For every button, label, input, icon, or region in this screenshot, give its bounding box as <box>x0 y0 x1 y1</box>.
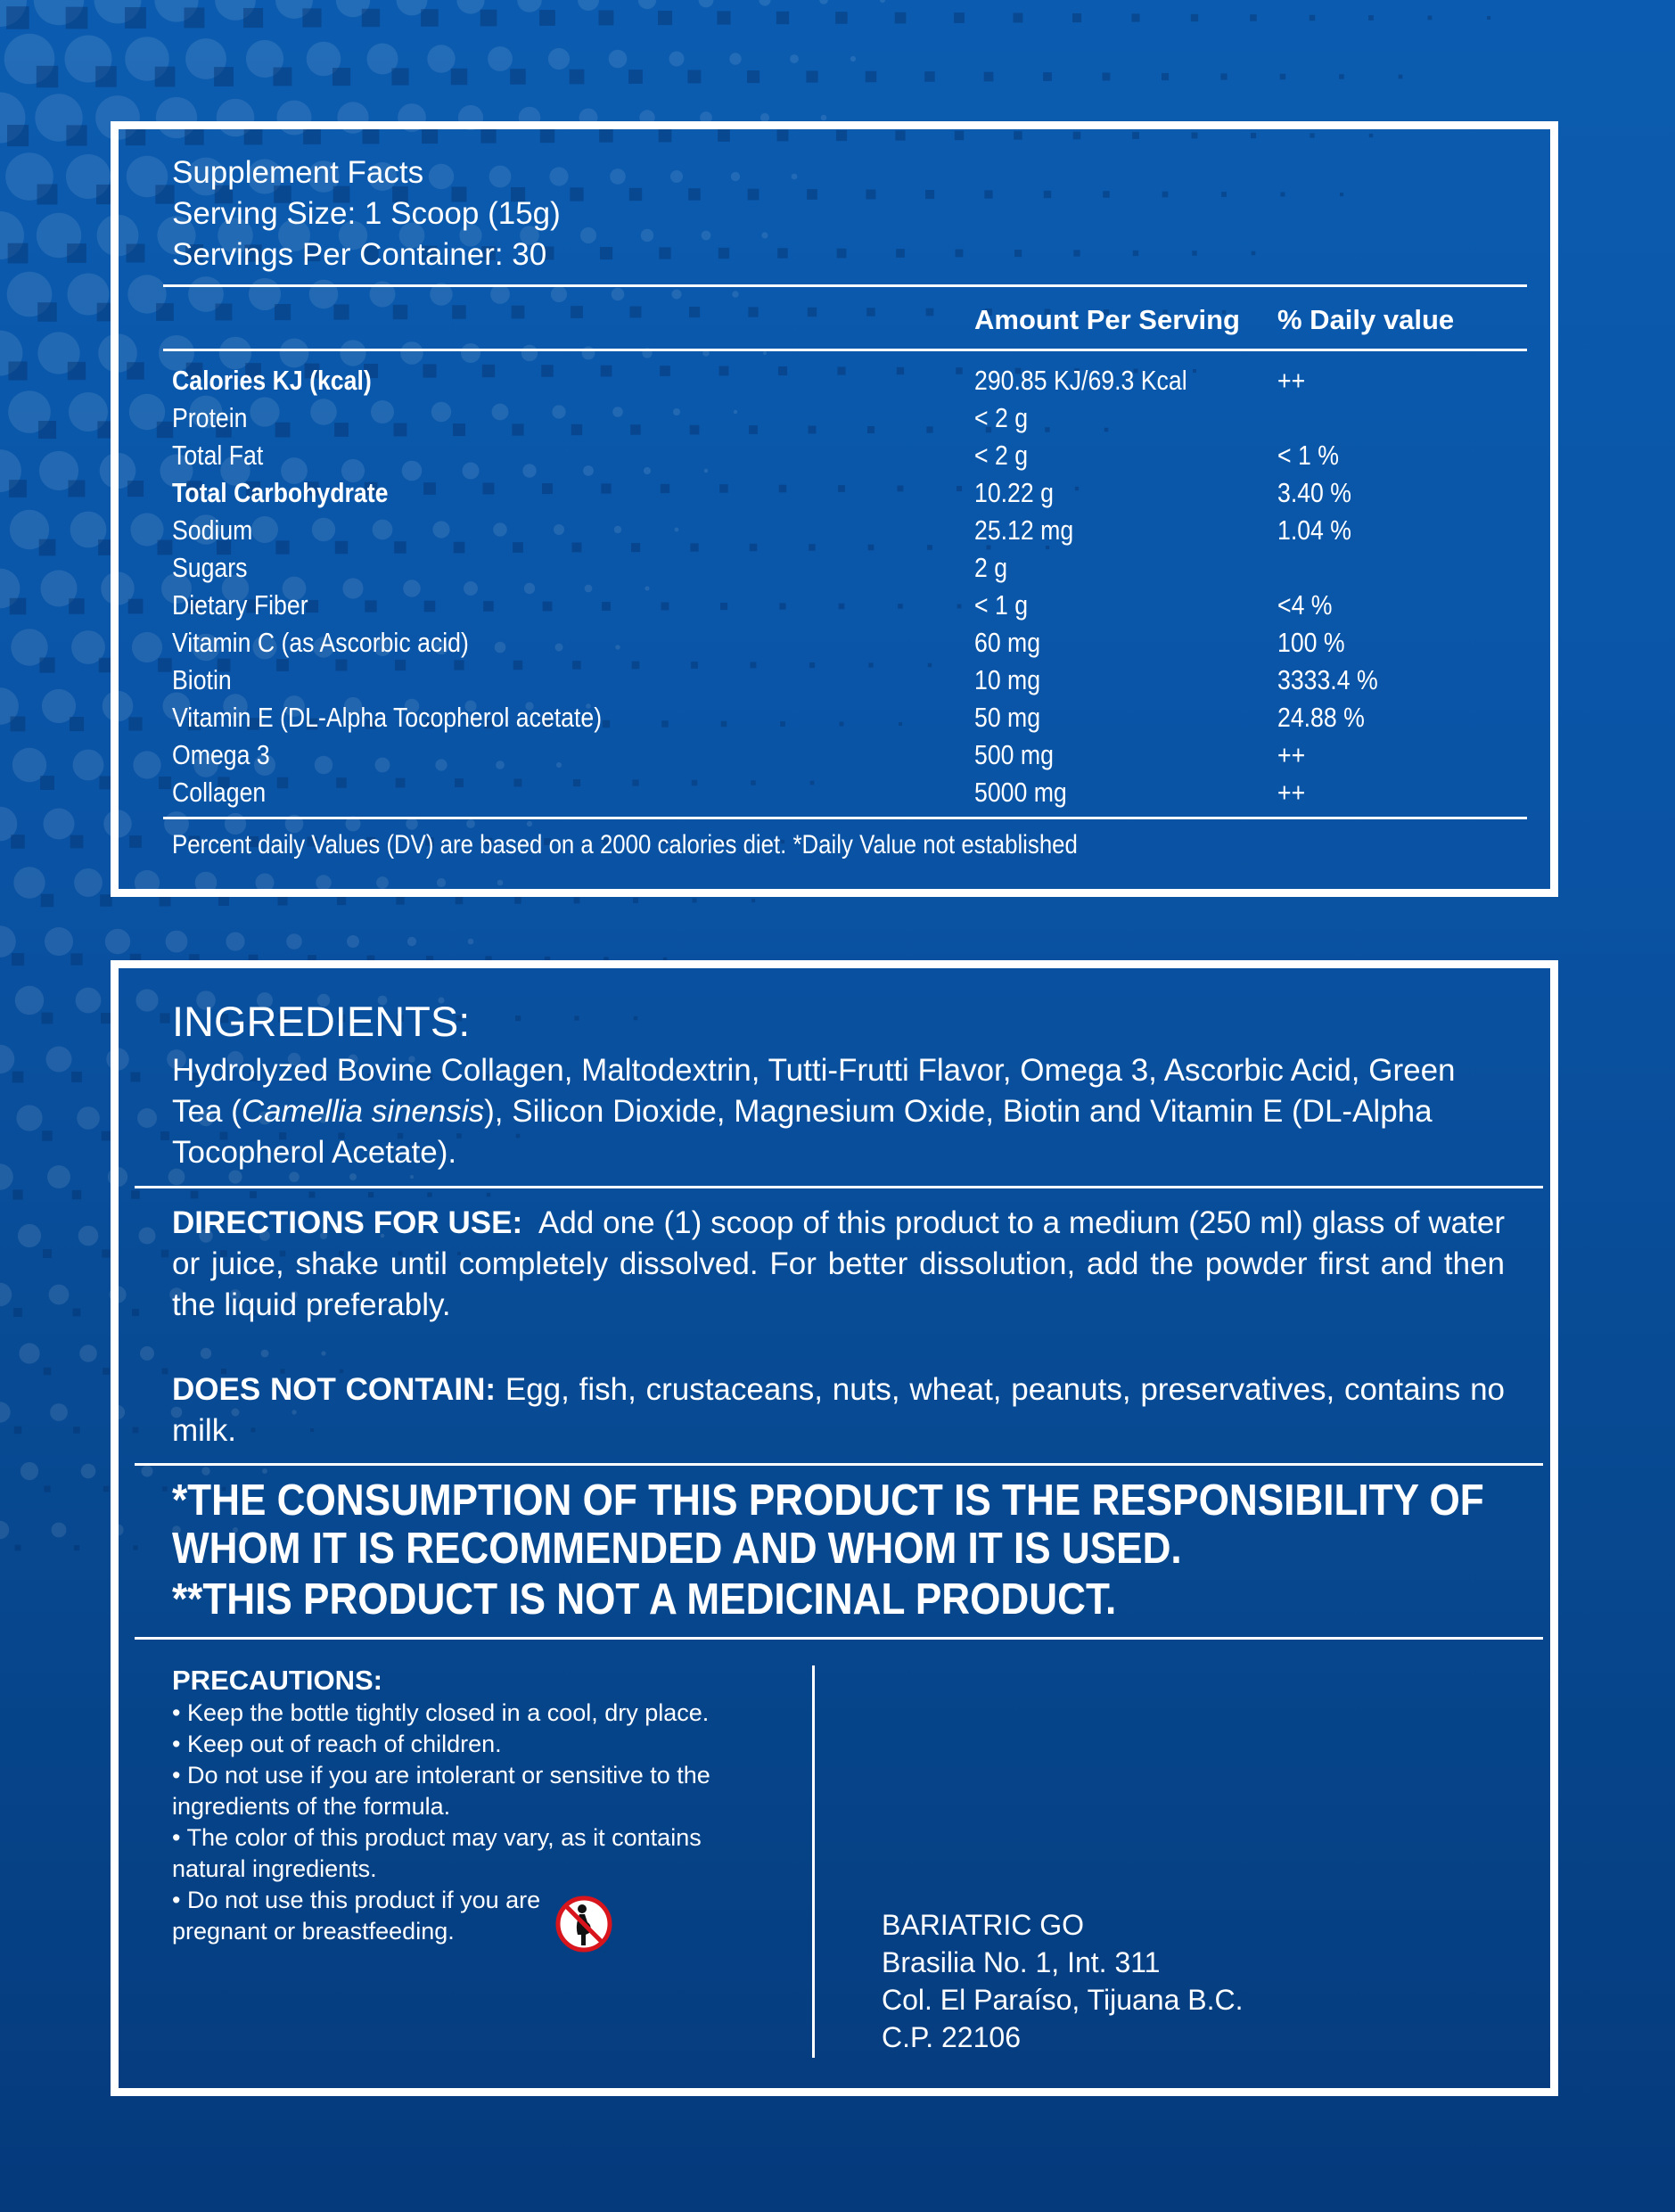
nutrient-row <box>119 627 1550 664</box>
nutrient-amount: < 2 g <box>974 402 1029 433</box>
divider <box>135 1463 1543 1466</box>
directions-body: Add one (1) scoop of this product to a medium (250 ml) glass of water or juice, shake until completely dissolved. For better dissolution, add the powder first and then the liquid preferably. <box>172 1205 1505 1322</box>
nutrient-name: Vitamin C (as Ascorbic acid) <box>172 627 469 658</box>
directions-text <box>172 1203 1505 1326</box>
responsibility-warning <box>172 1476 1484 1624</box>
nutrient-row <box>119 777 1550 814</box>
nutrient-amount: 50 mg <box>974 702 1041 733</box>
ingredients-part-1: Hydrolyzed Bovine Collagen, Maltodextrin, Tutti-Frutti Flavor, Omega 3, Ascorbic Acid, Green Tea ( <box>172 1053 1456 1129</box>
nutrient-name: Dietary Fiber <box>172 589 308 621</box>
nutrient-name: Protein <box>172 402 248 433</box>
nutrient-daily-value: 3333.4 % <box>1277 664 1378 695</box>
warning-line-3: **THIS PRODUCT IS NOT A MEDICINAL PRODUCT. <box>172 1575 1117 1624</box>
nutrient-row <box>119 440 1550 477</box>
nutrient-row <box>119 664 1550 702</box>
nutrient-row <box>119 739 1550 777</box>
warning-line-1: *THE CONSUMPTION OF THIS PRODUCT IS THE RESPONSIBILITY OF <box>172 1476 1484 1525</box>
precaution-item: • The color of this product may vary, as it contains natural ingredients. <box>172 1824 702 1882</box>
nutrient-daily-value: 1.04 % <box>1277 514 1352 546</box>
nutrient-name: Biotin <box>172 664 232 695</box>
nutrient-amount: 10 mg <box>974 664 1041 695</box>
precaution-item: • Keep the bottle tightly closed in a cool, dry place. <box>172 1699 710 1726</box>
nutrient-name: Sugars <box>172 552 248 583</box>
no-pregnancy-icon <box>555 1895 612 1953</box>
precautions <box>172 1664 814 1947</box>
info-panel <box>111 960 1558 2096</box>
nutrient-daily-value: 100 % <box>1277 627 1345 658</box>
precautions-title: PRECAUTIONS: <box>172 1665 382 1696</box>
col-amount-header: Amount Per Serving <box>974 304 1240 335</box>
nutrient-row <box>119 702 1550 739</box>
nutrient-daily-value: 24.88 % <box>1277 702 1365 733</box>
nutrient-amount: < 2 g <box>974 440 1029 471</box>
nutrient-amount: < 1 g <box>974 589 1029 621</box>
serving-size: Serving Size: 1 Scoop (15g) <box>172 196 561 231</box>
nutrient-amount: 5000 mg <box>974 777 1067 808</box>
vertical-divider <box>812 1665 815 2058</box>
nutrient-amount: 25.12 mg <box>974 514 1074 546</box>
facts-footnote: Percent daily Values (DV) are based on a 2000 calories diet. *Daily Value not established <box>172 830 1078 859</box>
ingredients-text <box>172 1050 1500 1173</box>
divider <box>135 1637 1543 1640</box>
nutrient-row <box>119 552 1550 589</box>
does-not-contain-label: DOES NOT CONTAIN: <box>172 1372 497 1407</box>
nutrient-row <box>119 589 1550 627</box>
nutrient-amount: 500 mg <box>974 739 1054 770</box>
address-colony: Col. El Paraíso, Tijuana B.C. <box>882 1984 1244 2016</box>
nutrient-daily-value: ++ <box>1277 365 1306 396</box>
facts-header <box>172 152 561 275</box>
divider <box>163 817 1527 819</box>
nutrient-name: Collagen <box>172 777 267 808</box>
nutrient-row <box>119 365 1550 402</box>
nutrient-amount: 60 mg <box>974 627 1041 658</box>
ingredients-part-2: ), Silicon Dioxide, Magnesium Oxide, Biotin and Vitamin E (DL-Alpha Tocopherol Acetate). <box>172 1094 1433 1170</box>
company-name: BARIATRIC GO <box>882 1909 1084 1941</box>
ingredients-title: INGREDIENTS: <box>172 998 471 1045</box>
nutrient-row <box>119 402 1550 440</box>
ingredients-italic: Camellia sinensis <box>241 1094 485 1129</box>
precaution-item: • Do not use if you are intolerant or sensitive to the ingredients of the formula. <box>172 1762 710 1820</box>
col-dv-header: % Daily value <box>1277 304 1455 335</box>
nutrient-name: Omega 3 <box>172 739 270 770</box>
address-zip: C.P. 22106 <box>882 2021 1021 2053</box>
divider <box>135 1186 1543 1188</box>
nutrient-name: Vitamin E (DL-Alpha Tocopherol acetate) <box>172 702 603 733</box>
warning-line-2: WHOM IT IS RECOMMENDED AND WHOM IT IS USED. <box>172 1525 1182 1573</box>
facts-title: Supplement Facts <box>172 155 424 190</box>
nutrient-daily-value: ++ <box>1277 739 1306 770</box>
precaution-item: • Keep out of reach of children. <box>172 1731 502 1757</box>
does-not-contain-body: Egg, fish, crustaceans, nuts, wheat, peanuts, preservatives, contains no milk. <box>172 1372 1505 1448</box>
supplement-facts-panel <box>111 121 1558 897</box>
address-street: Brasilia No. 1, Int. 311 <box>882 1946 1161 1978</box>
nutrient-name: Calories KJ (kcal) <box>172 365 372 396</box>
nutrient-row <box>119 514 1550 552</box>
nutrient-daily-value: < 1 % <box>1277 440 1339 471</box>
directions-label: DIRECTIONS FOR USE: <box>172 1205 523 1240</box>
nutrient-amount: 290.85 KJ/69.3 Kcal <box>974 365 1187 396</box>
divider <box>163 349 1527 351</box>
nutrient-daily-value: ++ <box>1277 777 1306 808</box>
divider <box>163 284 1527 287</box>
nutrient-name: Total Carbohydrate <box>172 477 389 508</box>
nutrient-daily-value: 3.40 % <box>1277 477 1352 508</box>
nutrient-amount: 2 g <box>974 552 1008 583</box>
nutrient-daily-value: <4 % <box>1277 589 1333 621</box>
servings-per-container: Servings Per Container: 30 <box>172 237 547 272</box>
precaution-item: • Do not use this product if you are pregnant or breastfeeding. <box>172 1887 541 1945</box>
does-not-contain-text <box>172 1369 1505 1451</box>
nutrient-name: Total Fat <box>172 440 264 471</box>
company-address <box>882 1906 1244 2056</box>
nutrient-row <box>119 477 1550 514</box>
nutrient-amount: 10.22 g <box>974 477 1054 508</box>
nutrient-name: Sodium <box>172 514 253 546</box>
